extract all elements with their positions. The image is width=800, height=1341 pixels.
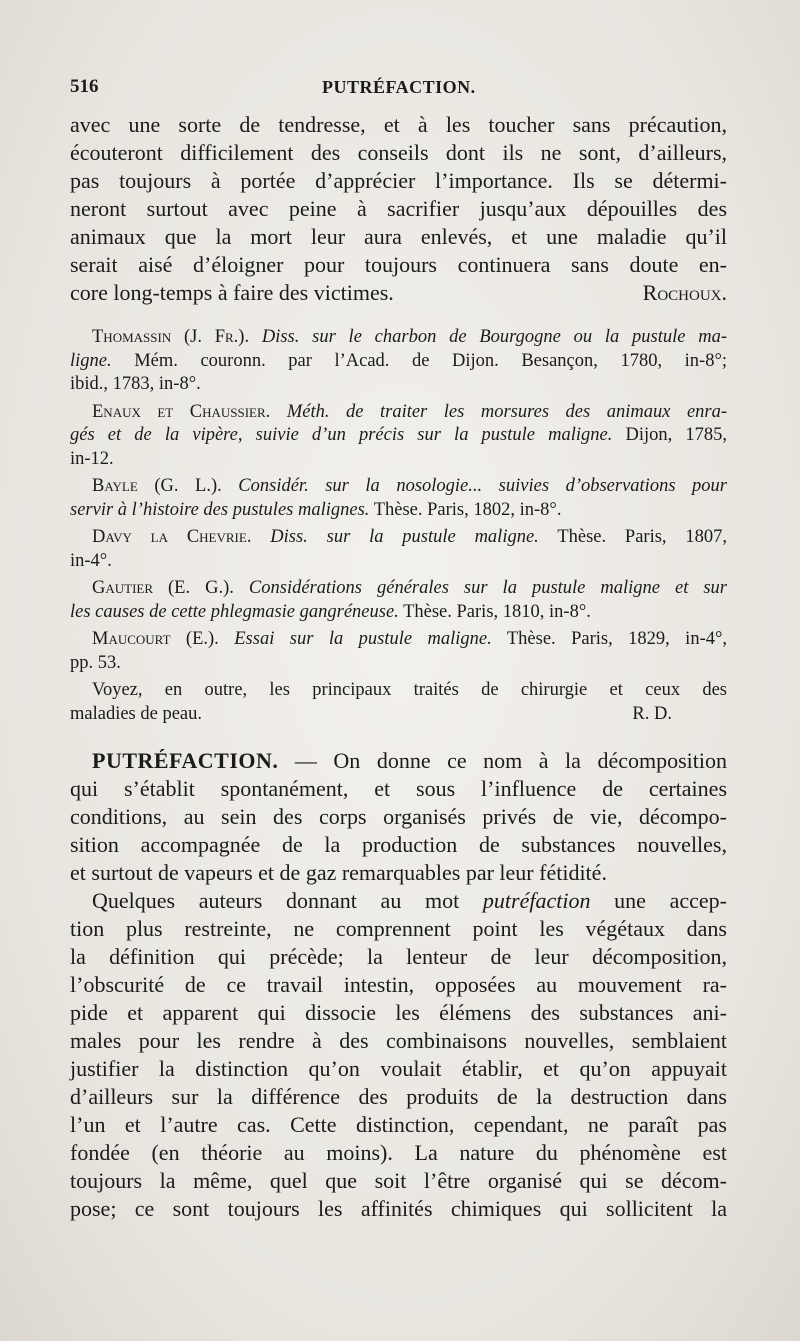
text-line: pp. 53. (70, 652, 121, 673)
biblio-entry (70, 628, 727, 675)
text-line: in-12. (70, 448, 114, 469)
text-line: et surtout de vapeurs et de gaz remarquables par leur fétidité. (70, 860, 607, 885)
article-headword: PUTRÉFACTION. (92, 748, 279, 773)
text-line: ibid., 1783, in-8°. (70, 374, 201, 394)
biblio-entry (70, 526, 727, 573)
running-title: PUTRÉFACTION. (322, 77, 476, 97)
text-line: Maucourt (E.). Essai sur la pustule maligne. Thèse. Paris, 1829, in-4°, (92, 629, 728, 649)
biblio-author: Thomassin (J. Fr.). (92, 327, 250, 347)
text-line: Bayle (G. L.). Considér. sur la nosologie... suivies d’observations pour (92, 476, 728, 496)
text-line: Enaux et Chaussier. Méth. de traiter les morsures des animaux enra- (92, 401, 728, 422)
text-line: ligne. Mém. couronn. par l’Acad. de Dijon. Besançon, 1780, in-8°; (70, 350, 727, 371)
text-line: la définition qui précède; la lenteur de leur décomposition, (70, 944, 727, 969)
text-line: Thomassin (J. Fr.). Diss. sur le charbon de Bourgogne ou la pustule ma- (92, 327, 727, 347)
text-line: sition accompagnée de la production de substances nouvelles, (70, 832, 727, 857)
text-line: l’un et l’autre cas. Cette distinction, cependant, ne paraît pas (70, 1112, 727, 1137)
text-line: écouteront difficilement des conseils dont ils ne sont, d’ailleurs, (70, 140, 727, 165)
text-line: pose; ce sont toujours les affinités chimiques qui sollicitent la (70, 1196, 727, 1221)
author-signature: Rochoux. (642, 280, 727, 305)
author-signature: R. D. (632, 703, 672, 724)
biblio-author: Gautier (E. G.). (92, 578, 234, 598)
text-line: in-4°. (70, 550, 112, 571)
article-putrefaction (70, 747, 727, 1223)
text-line: gés et de la vipère, suivie d’un précis sur la pustule maligne. Dijon, 1785, (70, 425, 727, 445)
biblio-author: Bayle (G. L.). (92, 476, 222, 496)
bibliography (70, 326, 727, 726)
text-line: servir à l’histoire des pustules malignes. Thèse. Paris, 1802, in-8°. (70, 499, 562, 520)
text-line: toujours la même, quel que soit l’être organisé qui se décom- (70, 1168, 727, 1193)
top-paragraph (70, 111, 727, 307)
text-line: fondée (en théorie au moins). La nature du phénomène est (70, 1140, 727, 1165)
text-line: Davy la Chevrie. Diss. sur la pustule maligne. Thèse. Paris, 1807, (92, 527, 728, 547)
text-line: l’obscurité de ce travail intestin, opposées au mouvement ra- (70, 972, 727, 997)
text-line: pide et apparent qui dissocie les élémens des substances ani- (70, 1000, 727, 1025)
text-line: Quelques auteurs donnant au mot putréfaction une accep- (92, 888, 727, 913)
text-line: PUTRÉFACTION. — On donne ce nom à la décomposition (92, 748, 727, 773)
biblio-note (70, 679, 727, 726)
page-number: 516 (70, 76, 99, 97)
text-line: les causes de cette phlegmasie gangréneuse. Thèse. Paris, 1810, in-8°. (70, 601, 591, 622)
text-line: qui s’établit spontanément, et sous l’influence de certaines (70, 776, 727, 801)
text-line: justifier la distinction qu’on voulait établir, et qu’on appuyait (70, 1056, 727, 1081)
biblio-author: Davy la Chevrie. (92, 527, 252, 547)
biblio-author: Maucourt (E.). (92, 629, 219, 649)
text-line: serait aisé d’éloigner pour toujours continuera sans doute en- (70, 252, 727, 277)
biblio-entry (70, 475, 727, 522)
text-line: d’ailleurs sur la différence des produits de la destruction dans (70, 1084, 727, 1109)
text-line: males pour les rendre à des combinaisons nouvelles, semblaient (70, 1028, 727, 1053)
biblio-entry (70, 326, 727, 397)
biblio-entry (70, 401, 727, 472)
text-line: Gautier (E. G.). Considérations générales sur la pustule maligne et sur (92, 578, 727, 598)
text-line: conditions, au sein des corps organisés privés de vie, décompo- (70, 804, 727, 829)
text-line: tion plus restreinte, ne comprennent point les végétaux dans (70, 916, 727, 941)
text-line: maladies de peau. R. D. (70, 703, 727, 727)
biblio-entry (70, 577, 727, 624)
text-line: animaux que la mort leur aura enlevés, et une maladie qu’il (70, 224, 727, 249)
text-line: avec une sorte de tendresse, et à les toucher sans précaution, (70, 112, 727, 137)
running-head (70, 76, 725, 102)
text-line: pas toujours à portée d’apprécier l’importance. Ils se détermi- (70, 168, 727, 193)
text-line: core long-temps à faire des victimes. Rochoux. (70, 280, 727, 305)
text-line: Voyez, en outre, les principaux traités de chirurgie et ceux des (92, 680, 727, 700)
text-line: neront surtout avec peine à sacrifier jusqu’aux dépouilles des (70, 196, 727, 221)
biblio-author: Enaux et Chaussier. (92, 401, 271, 422)
